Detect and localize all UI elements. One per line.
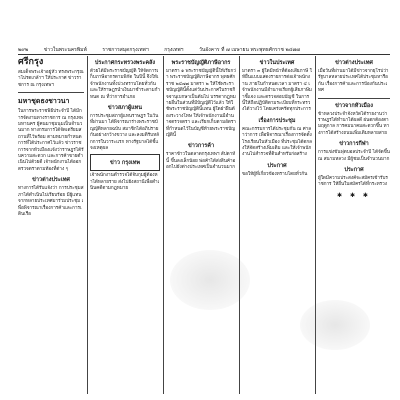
masthead-left: ข่าวในพระนครพิมพ์ bbox=[43, 47, 87, 53]
column-1 bbox=[18, 56, 84, 396]
column-5-subhead: ข่าวการกีฬา bbox=[339, 141, 369, 148]
column-2-title: ประกาศกระทรวงพระคลัง bbox=[94, 60, 156, 66]
column-2-box-title: ข่าว กรุงเทพ bbox=[110, 160, 140, 167]
column-4-subhead: ประกาศ bbox=[267, 162, 287, 169]
column-5-headline: ข่าวจากหัวเมือง bbox=[335, 102, 373, 109]
scan-smudge bbox=[300, 300, 370, 350]
column-1-intro: สมเด็จพระเจ้าอยู่หัว ทรงพระกรุณาโปรดเกล้าฯ ให้ประกาศ ข่าวราชการ ณ กรุงเทพฯ bbox=[18, 70, 84, 88]
scan-smudge bbox=[170, 250, 250, 310]
masthead bbox=[18, 46, 390, 55]
column-5-body4: ผู้ใดมีความประสงค์จะสมัครเข้ารับราชการ ให้ยื่นใบสมัครได้ที่กระทรวง bbox=[318, 176, 388, 188]
masthead-city: กรุงเทพฯ bbox=[164, 47, 184, 53]
column-1-body2: ทางการได้รับแจ้งว่า การประชุมสภาได้ดำเนินไปเรียบร้อย มีผู้แทนจากหลายประเทศมาร่วมประชุม เพื่อพิจารณาเรื่องการค้าและการเดินเรือ bbox=[18, 186, 84, 217]
column-4-body2: คณะกรรมการได้ประชุมกัน ณ ศาลาว่าการ เพื่อพิจารณาเรื่องการจัดตั้งโรงเรียนในหัวเมือง ที่ประชุมได้ตกลงให้จัดสร้างเพิ่มเติม และให้เจ้าพนักงานไปสำรวจที่ดินสำหรับก่อสร้าง bbox=[242, 126, 312, 158]
column-5-title: ข่าวต่างประเทศ bbox=[335, 60, 373, 66]
column-1-subhead: ข่าวต่างประเทศ bbox=[32, 177, 70, 184]
column-1-title: ศรีกรุง bbox=[18, 57, 44, 67]
masthead-date: วันอังคาร ที่ ๗ เมษายน พระพุทธศักราช ๒๔๗๗ bbox=[199, 47, 301, 53]
column-5-body3: การแข่งขันฟุตบอลประจำปี ได้จัดขึ้น ณ สนามหลวง มีผู้ชมเป็นจำนวนมาก bbox=[318, 150, 390, 162]
column-2-body2: การประชุมสภาผู้แทนราษฎร ในวันที่ผ่านมา ได้พิจารณาร่างพระราชบัญญัติหลายฉบับ สมาชิกได้อภิปรายกันอย่างกว้างขวาง และลงมติรับหลักการในวาระแรก ทางรัฐบาลได้ชี้แจงเหตุผล bbox=[90, 114, 159, 152]
column-4-body: มาตรา ๓ ผู้ใดมีหน้าที่ต้องเสียภาษี ให้ยื่นแบบแสดงรายการต่อเจ้าพนักงาน ภายในกำหนดเวลา มาตรา ๔ เจ้าพนักงานมีอำนาจเรียกผู้เสียภาษีมาชี้แจง และตรวจสอบบัญชี ในการนี้ให้ถือปฏิบัติตามระเบียบที่กระทรวงได้วางไว้ โดยเคร่งครัดทุกประการ bbox=[242, 69, 312, 113]
column-5-subhead-2: ประกาศ bbox=[344, 167, 364, 174]
column-3-body2: ราคาข้าวในตลาดกรุงเทพฯ สัปดาห์นี้ ขึ้นลงเล็กน้อย พ่อค้าได้ส่งสินค้าออกไปยังต่างประเทศเป็นจำนวนมาก bbox=[166, 152, 236, 171]
column-2-box bbox=[90, 154, 160, 171]
column-4-title: ข่าวในประเทศ bbox=[259, 60, 295, 66]
column-3-subhead: ข่าวการค้า bbox=[187, 143, 215, 150]
column-3-title: พระราชบัญญัติภาษีอากร bbox=[171, 60, 231, 66]
column-4-body3: ขอให้ผู้ที่เกี่ยวข้องทราบโดยทั่วกัน bbox=[242, 171, 308, 177]
column-2-headline: ข่าวสภาผู้แทน bbox=[107, 105, 143, 112]
column-4 bbox=[242, 56, 312, 396]
column-rule bbox=[163, 56, 164, 394]
column-4-headline: เรื่องการประชุม bbox=[258, 117, 296, 124]
column-1-body: ในการพระราชพิธีประจำปี ได้มีการจัดงานทางราชการ ณ กรุงเทพมหานคร ผู้คนมาชุมนุมเป็นจำนวนมาก ทางกรมการได้จัดเตรียมสถานที่ไว้พร้อม ตามหมายกำหนดการที่ได้ประกาศไว้แล้ว ข่าวราชการจากหัวเมืองแจ้งว่าราษฎรได้รับความสะดวก และการค้าขายดำเนินไปด้วยดี เจ้าพนักงานได้ออกตรวจตราตามท้องที่ต่าง ๆ bbox=[18, 109, 84, 172]
column-5-body2: ข้าหลวงประจำจังหวัดได้รายงานว่า ราษฎรได้ทำนาได้ผลดี ฝนตกต้องตามฤดูกาล การคมนาคมสะดวกขึ้น ทางการได้สร้างถนนเพิ่มเติมหลายสาย bbox=[318, 111, 390, 136]
column-rule bbox=[239, 56, 240, 394]
column-2-body3: เจ้าพนักงานตำรวจได้จับกุมผู้ต้องหาได้หลายราย ส่งไปยังสถานีเพื่อดำเนินคดีตามกฎหมาย bbox=[90, 173, 160, 192]
page-number: ๒๙๒ bbox=[18, 47, 29, 53]
column-5-stars: ✱ ✱ ✱ bbox=[337, 191, 371, 199]
column-3-body: มาตรา ๑ พระราชบัญญัตินี้ให้เรียกว่า พระราชบัญญัติภาษีอากร พุทธศักราช ๒๔๗๗ มาตรา ๒ ให้ใช้พระราชบัญญัตินี้ตั้งแต่วันประกาศในราชกิจจานุเบกษาเป็นต้นไป บรรดากฎหมายอื่นในส่วนที่มีบัญญัติไว้แล้ว ให้ใช้พระราชบัญญัตินี้แทน ผู้ใดฝ่าฝืนต้องระวางโทษ ให้เจ้าพนักงานมีอำนาจตรวจตรา และเรียกเก็บตามอัตราที่กำหนดไว้ในบัญชีท้ายพระราชบัญญัตินี้ bbox=[166, 69, 236, 139]
divider bbox=[318, 98, 390, 99]
column-2 bbox=[90, 56, 160, 396]
column-5-body: เมื่อวันที่ผ่านมาได้มีข่าวจากยุโรปว่า รัฐบาลหลายประเทศได้ประชุมหารือกัน เรื่องการค้าและการป้องกันประเทศ bbox=[318, 69, 389, 94]
divider bbox=[18, 92, 84, 93]
column-rule bbox=[87, 56, 88, 394]
masthead-mid: ราชการสมุดกรุงเทพฯ bbox=[102, 47, 149, 53]
column-2-body: ด้วยได้มีพระราชบัญญัติ ให้จัดการเก็บภาษีอากรตามพิกัด ในปีนี้ จึงให้เจ้าพนักงานทั้งปวงทราบโดยทั่วกัน และให้ราษฎรนำเงินมาชำระตามกำหนด ณ ที่ว่าการอำเภอ bbox=[90, 69, 160, 100]
column-3 bbox=[166, 56, 236, 396]
column-1-headline: มหาชุดธงชาวนา bbox=[18, 97, 70, 106]
